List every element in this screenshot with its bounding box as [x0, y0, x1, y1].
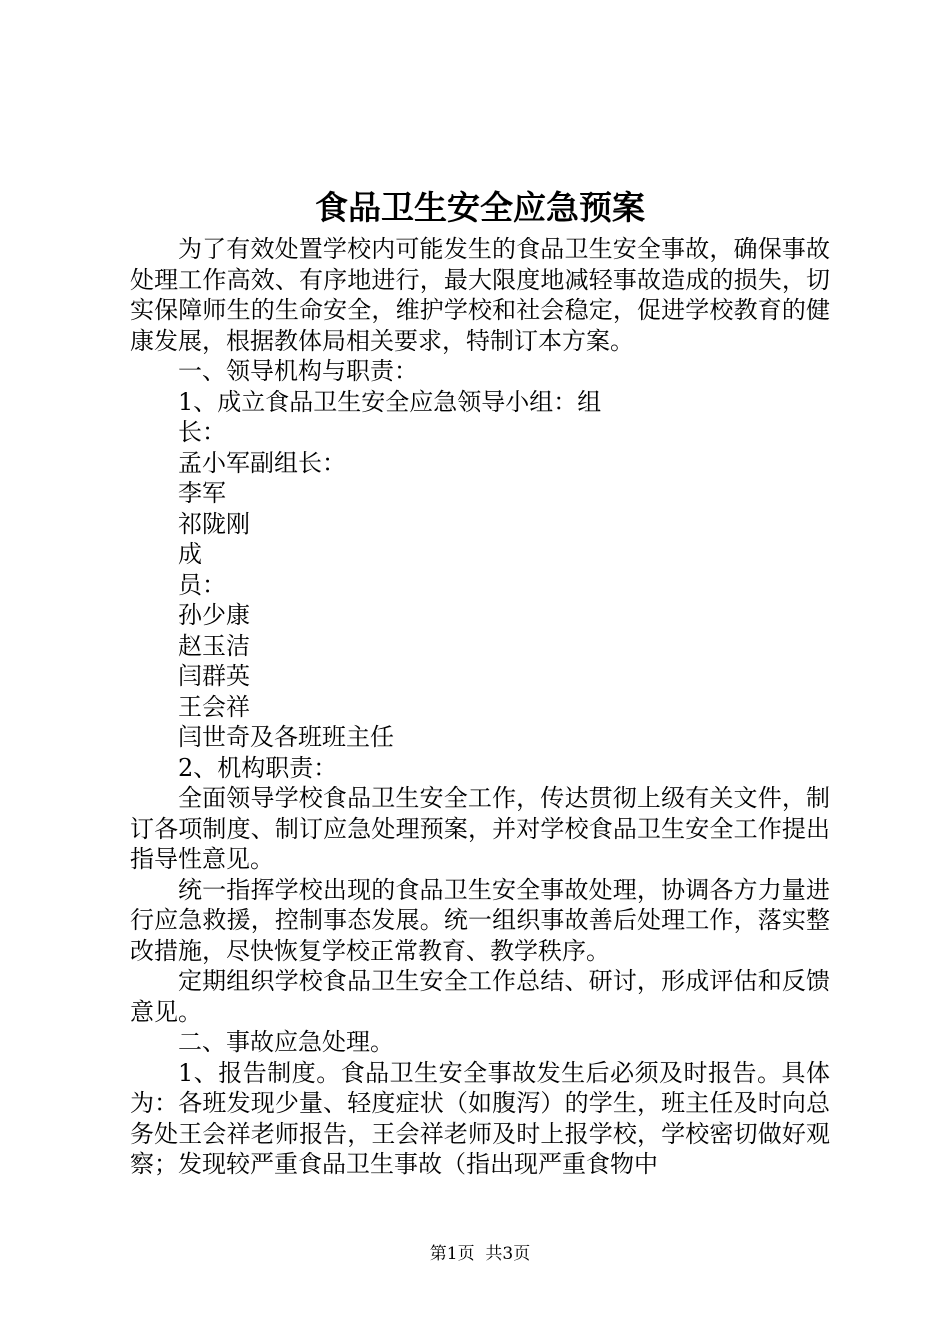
document-title: 食品卫生安全应急预案 — [315, 188, 645, 227]
item-heading-2: 2、机构职责： — [178, 753, 338, 782]
leader-line: 王会祥 — [178, 692, 250, 721]
leader-line: 闫世奇及各班班主任 — [178, 723, 394, 751]
leader-line: 祁陇刚 — [178, 509, 250, 538]
document-body — [130, 234, 830, 1180]
leader-line: 孟小军副组长： — [178, 448, 346, 477]
leader-line: 闫群英 — [178, 662, 250, 690]
report-paragraph: 1、报告制度。食品卫生安全事故发生后必须及时报告。具体为：各班发现少量、轻度症状（如腹泻）的学生，班主任及时向总务处王会祥老师报告，王会祥老师及时上报学校，学校密切做好观察；发现较严重食品卫生事故（指出现严重食物中 — [130, 1058, 830, 1178]
leader-line: 长： — [178, 418, 226, 446]
leader-line: 成 — [178, 540, 202, 568]
leader-line: 员： — [178, 570, 226, 599]
duty-paragraph: 统一指挥学校出现的食品卫生安全事故处理，协调各方力量进行应急救援，控制事态发展。统一组织事故善后处理工作，落实整改措施，尽快恢复学校正常教育、教学秩序。 — [130, 875, 830, 965]
intro-paragraph: 为了有效处置学校内可能发生的食品卫生安全事故，确保事故处理工作高效、有序地进行，最大限度地减轻事故造成的损失，切实保障师生的生命安全，维护学校和社会稳定，促进学校教育的健康发展，根据教体局相关要求，特制订本方案。 — [130, 235, 830, 355]
leader-line: 孙少康 — [178, 601, 250, 629]
duty-paragraph: 全面领导学校食品卫生安全工作，传达贯彻上级有关文件，制订各项制度、制订应急处理预案，并对学校食品卫生安全工作提出指导性意见。 — [130, 784, 830, 873]
page-number-footer: 第1页 共3页 — [429, 1244, 531, 1264]
leader-line: 赵玉洁 — [178, 631, 250, 660]
leader-line: 李军 — [178, 479, 226, 507]
section-heading-1: 一、领导机构与职责： — [178, 357, 418, 385]
item-heading-1: 1、成立食品卫生安全应急领导小组：组 — [178, 387, 602, 416]
section-heading-2: 二、事故应急处理。 — [178, 1028, 394, 1056]
duty-paragraph: 定期组织学校食品卫生安全工作总结、研讨，形成评估和反馈意见。 — [130, 967, 830, 1026]
